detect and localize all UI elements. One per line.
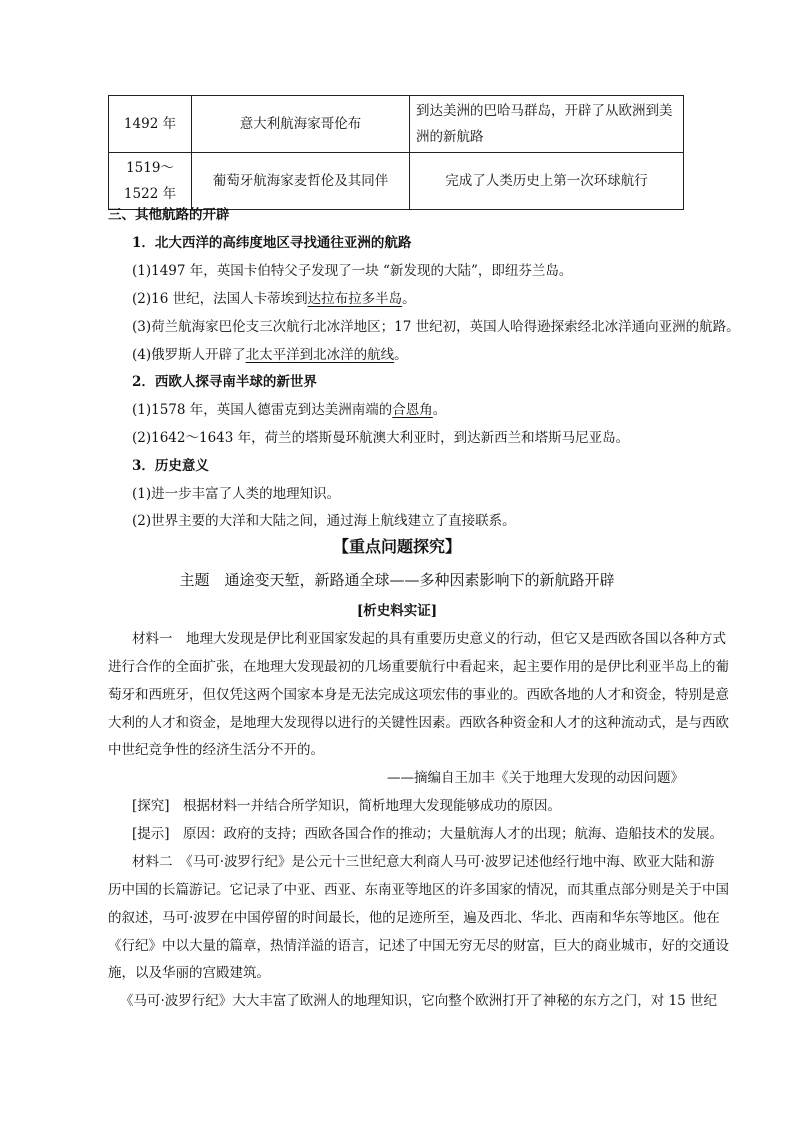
table-cell-achievement: 到达美洲的巴哈马群岛，开辟了从欧洲到美洲的新航路 <box>410 96 684 153</box>
material-one-line: 材料一 地理大发现是伊比利亚国家发起的具有重要历史意义的行动，但它又是西欧各国以各种方式 <box>132 631 726 647</box>
material-two-line: 《马可·波罗行纪》大大丰富了欧洲人的地理知识，它向整个欧洲打开了神秘的东方之门，对 15 世纪 <box>120 993 718 1009</box>
material-two-line: 材料二 《马可·波罗行纪》是公元十三世纪意大利商人马可·波罗记述他经行地中海、欧亚大陆和游 <box>132 854 715 870</box>
paragraph: (1)1497 年，英国卡伯特父子发现了一块 “新发现的大陆”，即纽芬兰岛。 <box>132 263 573 279</box>
underlined-term: 合恩角 <box>392 402 433 418</box>
material-one-line: 中世纪竞争性的经济生活分不开的。 <box>108 742 324 758</box>
text: 。 <box>432 402 447 418</box>
paragraph: (3)荷兰航海家巴伦支三次航行北冰洋地区；17 世纪初，英国人哈得逊探索经北冰洋通向亚洲的航路。 <box>132 319 740 335</box>
underlined-term: 北太平洋到北冰洋的航线 <box>245 347 395 363</box>
paragraph: (1)进一步丰富了人类的地理知识。 <box>132 486 341 502</box>
table-row <box>109 153 684 210</box>
table-cell-achievement: 完成了人类历史上第一次环球航行 <box>410 153 684 210</box>
subheading: 1．北大西洋的高纬度地区寻找通往亚洲的航路 <box>132 235 412 251</box>
material-one-line: 进行合作的全面扩张，在地理大发现最初的几场重要航行中看起来，起主要作用的是伊比利亚半岛上的葡 <box>108 659 729 675</box>
section-heading: 三、其他航路的开辟 <box>108 207 230 223</box>
table-cell-year: 1519～1522 年 <box>109 153 192 210</box>
hint-answer: [提示] 原因：政府的支持；西欧各国合作的推动；大量航海人才的出现；航海、造船技术的发展。 <box>132 826 724 842</box>
subheading: 3．历史意义 <box>132 458 209 474</box>
theme-title: 主题 通途变天堑，新路通全球——多种因素影响下的新航路开辟 <box>179 571 615 589</box>
text: (1)1578 年，英国人德雷克到达美洲南端的 <box>132 402 393 418</box>
paragraph <box>132 400 446 420</box>
material-one-source: ——摘编自王加丰《关于地理大发现的动因问题》 <box>387 770 684 786</box>
material-two-line: 《行纪》中以大量的篇章，热情洋溢的语言，记述了中国无穷无尽的财富，巨大的商业城市，好的交通设 <box>108 938 729 954</box>
paragraph: (2)世界主要的大洋和大陆之间，通过海上航线建立了直接联系。 <box>132 513 516 529</box>
table-cell-year: 1492 年 <box>109 96 192 153</box>
text: (2)16 世纪，法国人卡蒂埃到 <box>132 291 308 307</box>
table-row <box>109 96 684 153</box>
analysis-heading: [析史料实证] <box>356 603 438 619</box>
material-one-line: 大利的人才和资金，是地理大发现得以进行的关键性因素。西欧各种资金和人才的这种流动式，是与西欧 <box>108 715 729 731</box>
material-two-line: 历中国的长篇游记。它记录了中亚、西亚、东南亚等地区的许多国家的情况，而其重点部分则是关于中国 <box>108 882 729 898</box>
material-two-line: 的叙述，马可·波罗在中国停留的时间最长，他的足迹所至，遍及西北、华北、西南和华东等地区。他在 <box>108 910 720 926</box>
material-one-line: 萄牙和西班牙，但仅凭这两个国家本身是无法完成这项宏伟的事业的。西欧各地的人才和资金，特别是意 <box>108 687 729 703</box>
paragraph: (2)1642～1643 年，荷兰的塔斯曼环航澳大利亚时，到达新西兰和塔斯马尼亚岛。 <box>132 430 630 446</box>
underlined-term: 达拉布拉多半岛 <box>307 291 403 307</box>
paragraph <box>132 345 408 365</box>
table-cell-navigator: 意大利航海家哥伦布 <box>192 96 410 153</box>
section-title: 【重点问题探究】 <box>332 537 461 556</box>
explore-question: [探究] 根据材料一并结合所学知识，简析地理大发现能够成功的原因。 <box>132 798 562 814</box>
table-cell-navigator: 葡萄牙航海家麦哲伦及其同伴 <box>192 153 410 210</box>
text: 。 <box>394 347 408 363</box>
text: 。 <box>402 291 416 307</box>
paragraph <box>132 289 416 309</box>
voyages-table <box>108 95 684 210</box>
subheading: 2．西欧人探寻南半球的新世界 <box>132 374 317 390</box>
material-two-line: 施，以及华丽的宫殿建筑。 <box>108 965 270 981</box>
text: (4)俄罗斯人开辟了 <box>132 347 246 363</box>
